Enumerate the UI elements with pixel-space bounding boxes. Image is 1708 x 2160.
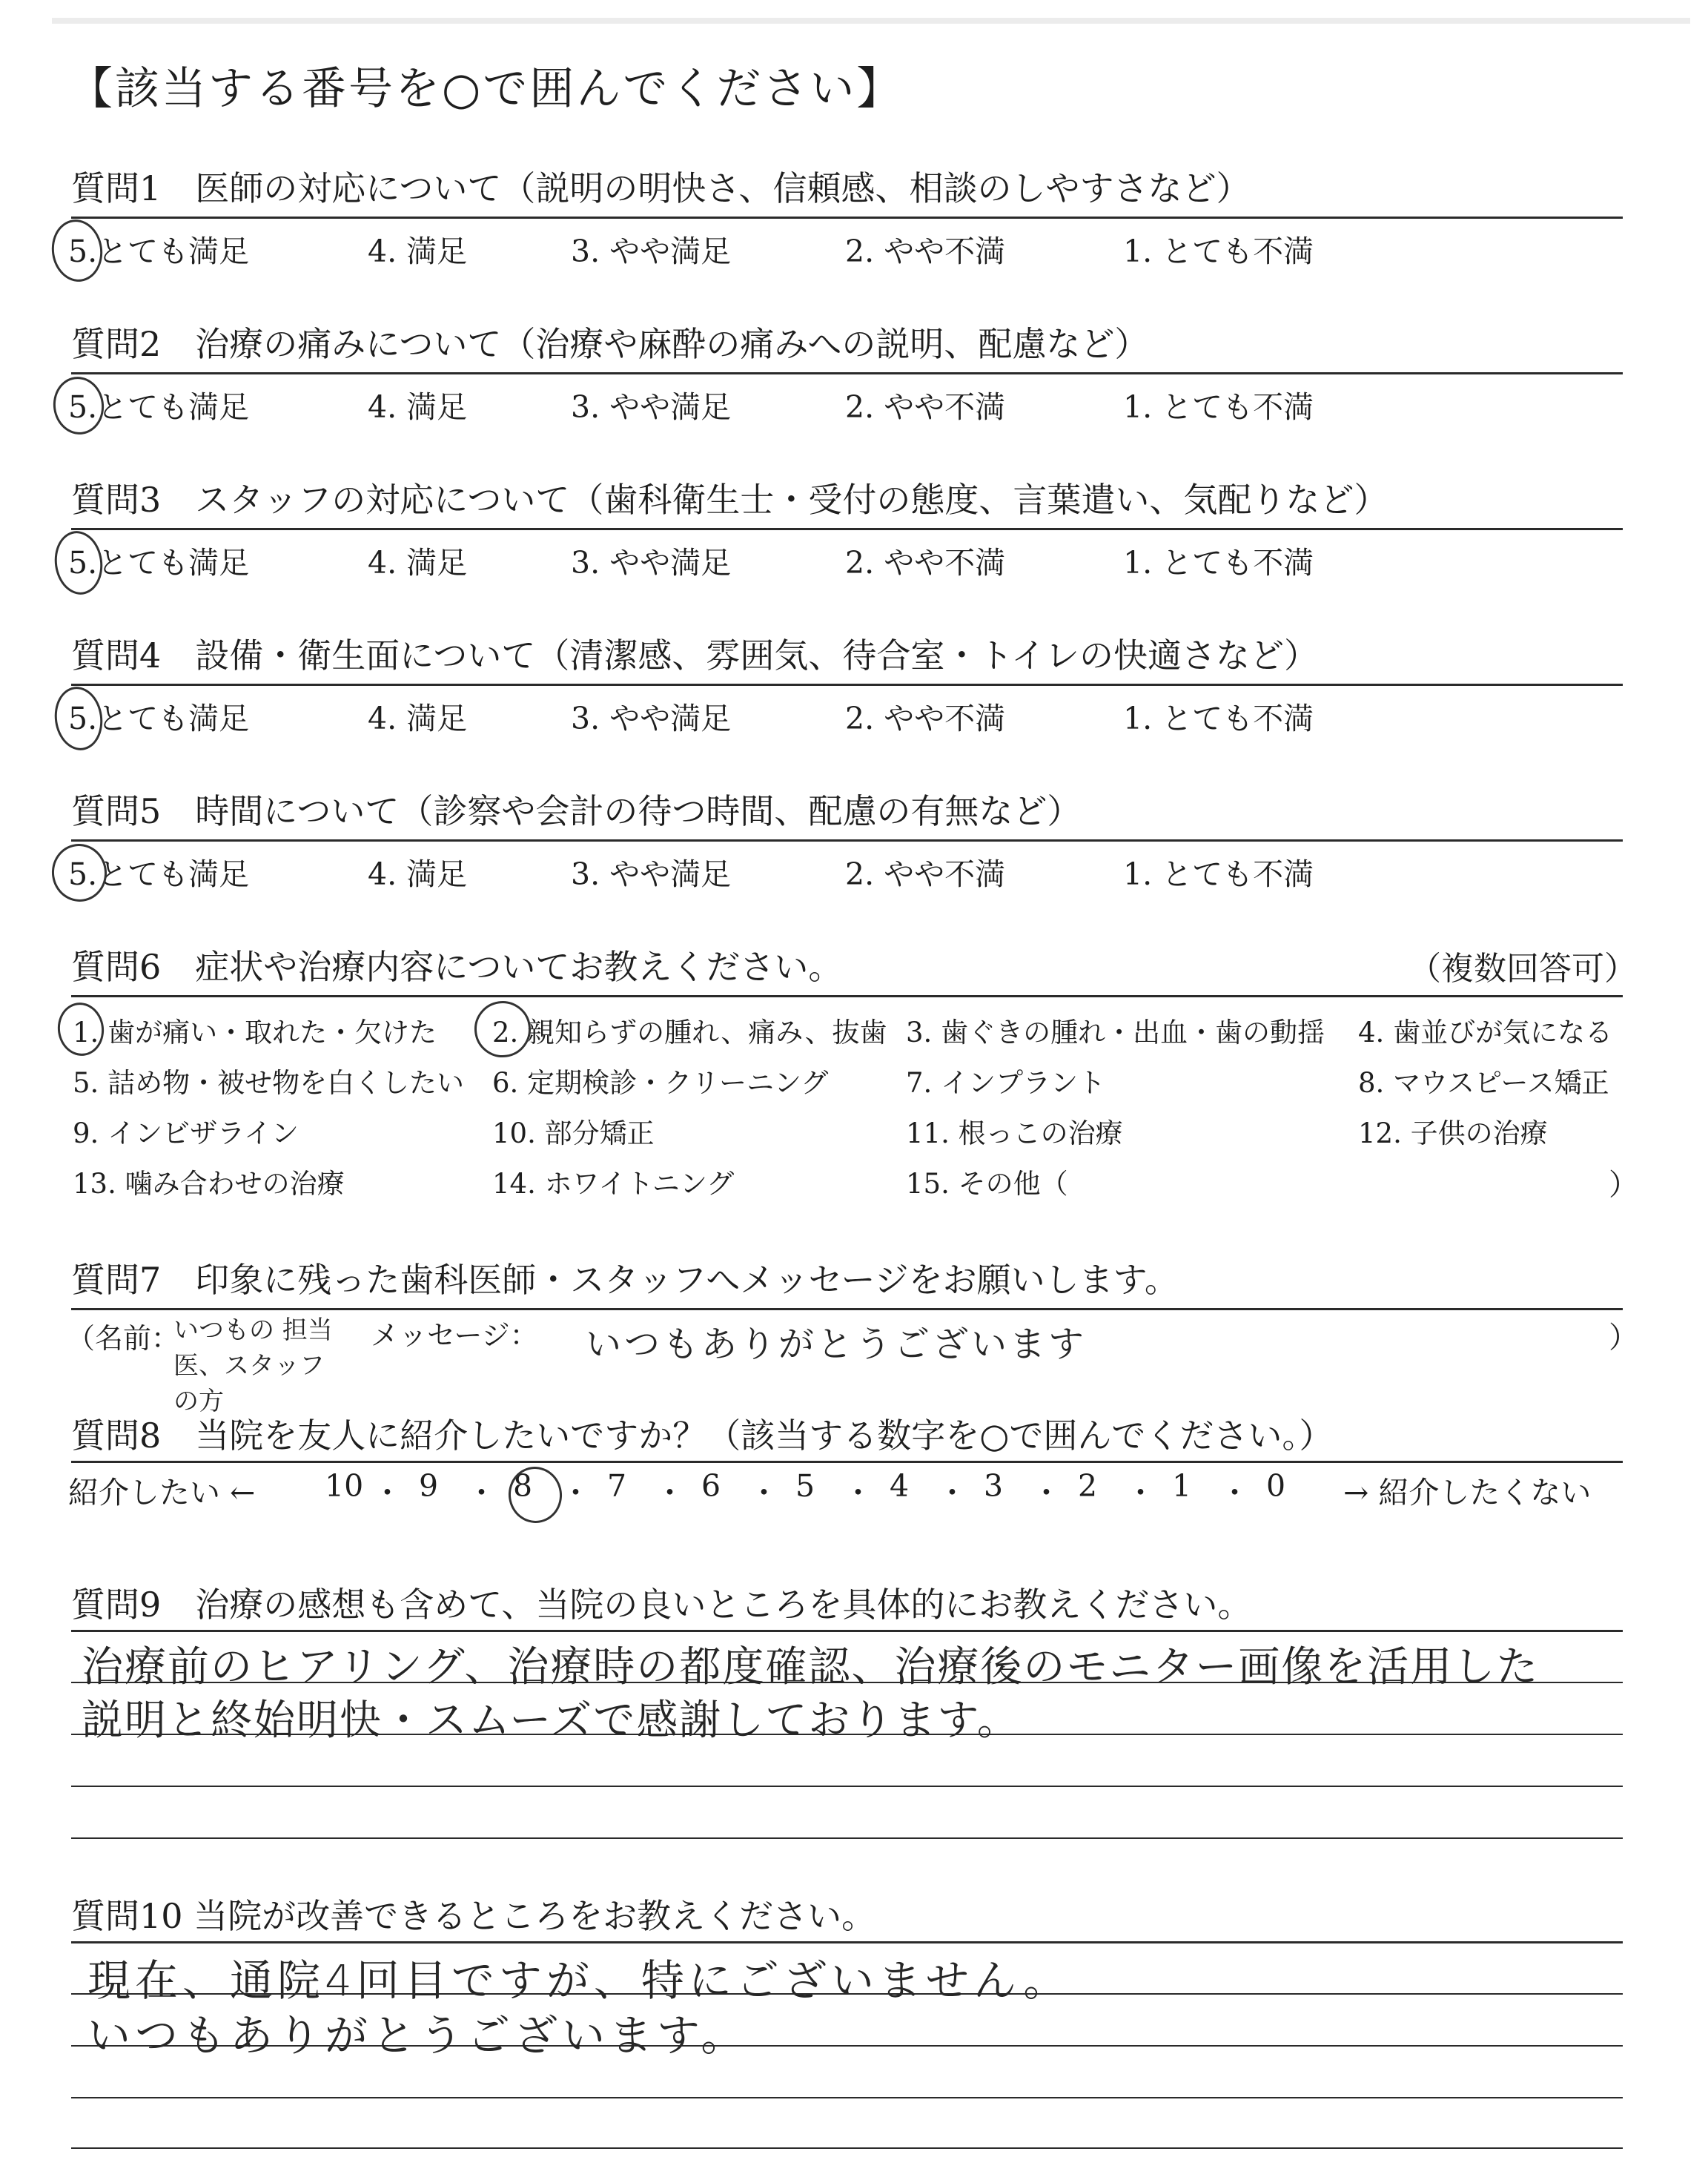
rating-option-1[interactable]: 1. とても不満 (1123, 856, 1314, 892)
scale-number-10[interactable]: 10 (325, 1468, 364, 1504)
message-close-paren: ） (1609, 1321, 1638, 1355)
rating-option-3[interactable]: 3. やや満足 (571, 701, 732, 736)
symptom-option-6[interactable]: 6. 定期検診・クリーニング (492, 1067, 829, 1099)
rating-option-2[interactable]: 2. やや不満 (845, 545, 1006, 581)
symptom-option-7[interactable]: 7. インプラント (906, 1067, 1106, 1099)
handwritten-answer-line: 説明と終始明快・スムーズで感謝しております。 (82, 1697, 1020, 1745)
other-close-paren: ） (1609, 1168, 1638, 1202)
rule-line (71, 2147, 1623, 2149)
symptom-option-9[interactable]: 9. インビザライン (73, 1117, 299, 1149)
rating-option-1[interactable]: 1. とても不満 (1123, 389, 1314, 425)
name-label: （名前： (67, 1322, 180, 1355)
symptom-option-3[interactable]: 3. 歯ぐきの腫れ・出血・歯の動揺 (906, 1017, 1325, 1048)
symptom-option-14[interactable]: 14. ホワイトニング (492, 1168, 735, 1200)
symptom-option-15[interactable]: 15. その他（ (906, 1168, 1068, 1200)
multiple-answer-note: （複数回答可） (1409, 950, 1637, 988)
rating-option-5[interactable]: 5.とても満足 (68, 545, 250, 581)
rating-option-5[interactable]: 5.とても満足 (68, 856, 250, 892)
question-title: 質問2 治療の痛みについて（治療や麻酔の痛みへの説明、配慮など） (71, 324, 1149, 364)
scale-number-3[interactable]: 3 (984, 1468, 1004, 1504)
rule-line (71, 1308, 1623, 1310)
symptom-option-1[interactable]: 1. 歯が痛い・取れた・欠けた (73, 1017, 437, 1048)
page-header: 【該当する番号を○で囲んでください】 (68, 63, 904, 115)
question-title: 質問1 医師の対応について（説明の明快さ、信頼感、相談のしやすさなど） (71, 168, 1251, 208)
handwritten-answer-line: 治療前のヒアリング、治療時の都度確認、治療後のモニター画像を活用した (82, 1643, 1540, 1691)
question-title: 質問3 スタッフの対応について（歯科衛生士・受付の態度、言葉遣い、気配りなど） (71, 480, 1388, 520)
scale-number-2[interactable]: 2 (1078, 1468, 1098, 1504)
symptom-option-12[interactable]: 12. 子供の治療 (1358, 1117, 1548, 1149)
rating-option-1[interactable]: 1. とても不満 (1123, 545, 1314, 581)
rating-option-1[interactable]: 1. とても不満 (1123, 701, 1314, 736)
symptom-option-5[interactable]: 5. 詰め物・被せ物を白くしたい (73, 1067, 465, 1099)
scale-separator: ・ (937, 1475, 967, 1510)
rating-option-3[interactable]: 3. やや満足 (571, 856, 732, 892)
rating-option-1[interactable]: 1. とても不満 (1123, 234, 1314, 269)
rating-option-2[interactable]: 2. やや不満 (845, 856, 1006, 892)
question-title: 質問8 当院を友人に紹介したいですか？（該当する数字を○で囲んでください。） (71, 1416, 1334, 1456)
rule-line (71, 1941, 1623, 1943)
message-label: メッセージ： (371, 1319, 538, 1352)
rule-line (71, 217, 1623, 219)
rating-option-3[interactable]: 3. やや満足 (571, 545, 732, 581)
rating-option-2[interactable]: 2. やや不満 (845, 701, 1006, 736)
scale-number-7[interactable]: 7 (607, 1468, 627, 1504)
rule-line (71, 528, 1623, 530)
handwritten-answer-line: いつもありがとうございます。 (87, 2010, 749, 2061)
scale-separator: ・ (1219, 1475, 1250, 1510)
scale-number-8[interactable]: 8 (513, 1468, 533, 1504)
rule-line (71, 2097, 1623, 2098)
symptom-option-10[interactable]: 10. 部分矯正 (492, 1117, 655, 1149)
symptom-option-2[interactable]: 2. 親知らずの腫れ、痛み、抜歯 (492, 1017, 887, 1048)
rating-option-3[interactable]: 3. やや満足 (571, 389, 732, 425)
rating-option-5[interactable]: 5.とても満足 (68, 234, 250, 269)
scale-number-4[interactable]: 4 (890, 1468, 910, 1504)
rule-line (71, 372, 1623, 374)
scale-number-6[interactable]: 6 (701, 1468, 721, 1504)
handwritten-name: いつもの 担当医、スタッフの方 (173, 1315, 333, 1416)
selection-circle (471, 997, 534, 1061)
rating-option-4[interactable]: 4. 満足 (368, 701, 468, 736)
question-title: 質問10 当院が改善できるところをお教えください。 (71, 1896, 876, 1936)
scale-number-9[interactable]: 9 (419, 1468, 439, 1504)
handwritten-message: いつもありがとうございます (586, 1324, 1088, 1365)
rating-option-4[interactable]: 4. 満足 (368, 389, 468, 425)
rule-line (71, 684, 1623, 686)
question-title: 質問6 症状や治療内容についてお教えください。 (71, 947, 843, 987)
rule-line (71, 1461, 1623, 1463)
question-title: 質問5 時間について（診察や会計の待つ時間、配慮の有無など） (71, 791, 1082, 831)
rule-line (71, 1786, 1623, 1787)
scale-separator: ・ (843, 1475, 873, 1510)
rating-option-4[interactable]: 4. 満足 (368, 856, 468, 892)
scale-number-1[interactable]: 1 (1172, 1468, 1192, 1504)
symptom-option-4[interactable]: 4. 歯並びが気になる (1358, 1017, 1613, 1048)
rating-option-2[interactable]: 2. やや不満 (845, 234, 1006, 269)
rule-line (71, 839, 1623, 842)
rating-option-3[interactable]: 3. やや満足 (571, 234, 732, 269)
rating-option-5[interactable]: 5.とても満足 (68, 389, 250, 425)
scale-separator: ・ (655, 1475, 685, 1510)
scale-separator: ・ (749, 1475, 779, 1510)
question-title: 質問4 設備・衛生面について（清潔感、雰囲気、待合室・トイレの快適さなど） (71, 635, 1319, 676)
symptom-option-13[interactable]: 13. 噛み合わせの治療 (73, 1168, 345, 1200)
handwritten-answer-line: 現在、通院4回目ですが、特にございません。 (87, 1955, 1071, 2006)
symptom-option-8[interactable]: 8. マウスピース矯正 (1358, 1067, 1609, 1099)
scale-number-0[interactable]: 0 (1266, 1468, 1286, 1504)
scale-separator: ・ (560, 1475, 591, 1510)
rule-line (71, 995, 1623, 997)
question-title: 質問7 印象に残った歯科医師・スタッフへメッセージをお願いします。 (71, 1260, 1179, 1300)
rating-option-4[interactable]: 4. 満足 (368, 545, 468, 581)
rating-option-2[interactable]: 2. やや不満 (845, 389, 1006, 425)
scale-right-label: → 紹介したくない (1343, 1475, 1592, 1510)
scale-left-label: 紹介したい ← (68, 1475, 256, 1510)
scale-number-5[interactable]: 5 (795, 1468, 815, 1504)
rating-option-4[interactable]: 4. 満足 (368, 234, 468, 269)
scale-separator: ・ (1125, 1475, 1156, 1510)
rule-line (71, 1630, 1623, 1632)
scale-separator: ・ (1031, 1475, 1062, 1510)
scale-separator: ・ (466, 1475, 497, 1510)
scale-separator: ・ (372, 1475, 403, 1510)
rule-line (71, 1837, 1623, 1839)
question-title: 質問9 治療の感想も含めて、当院の良いところを具体的にお教えください。 (71, 1585, 1252, 1625)
rating-option-5[interactable]: 5.とても満足 (68, 701, 250, 736)
symptom-option-11[interactable]: 11. 根っこの治療 (906, 1117, 1123, 1149)
scan-top-edge (52, 18, 1690, 24)
